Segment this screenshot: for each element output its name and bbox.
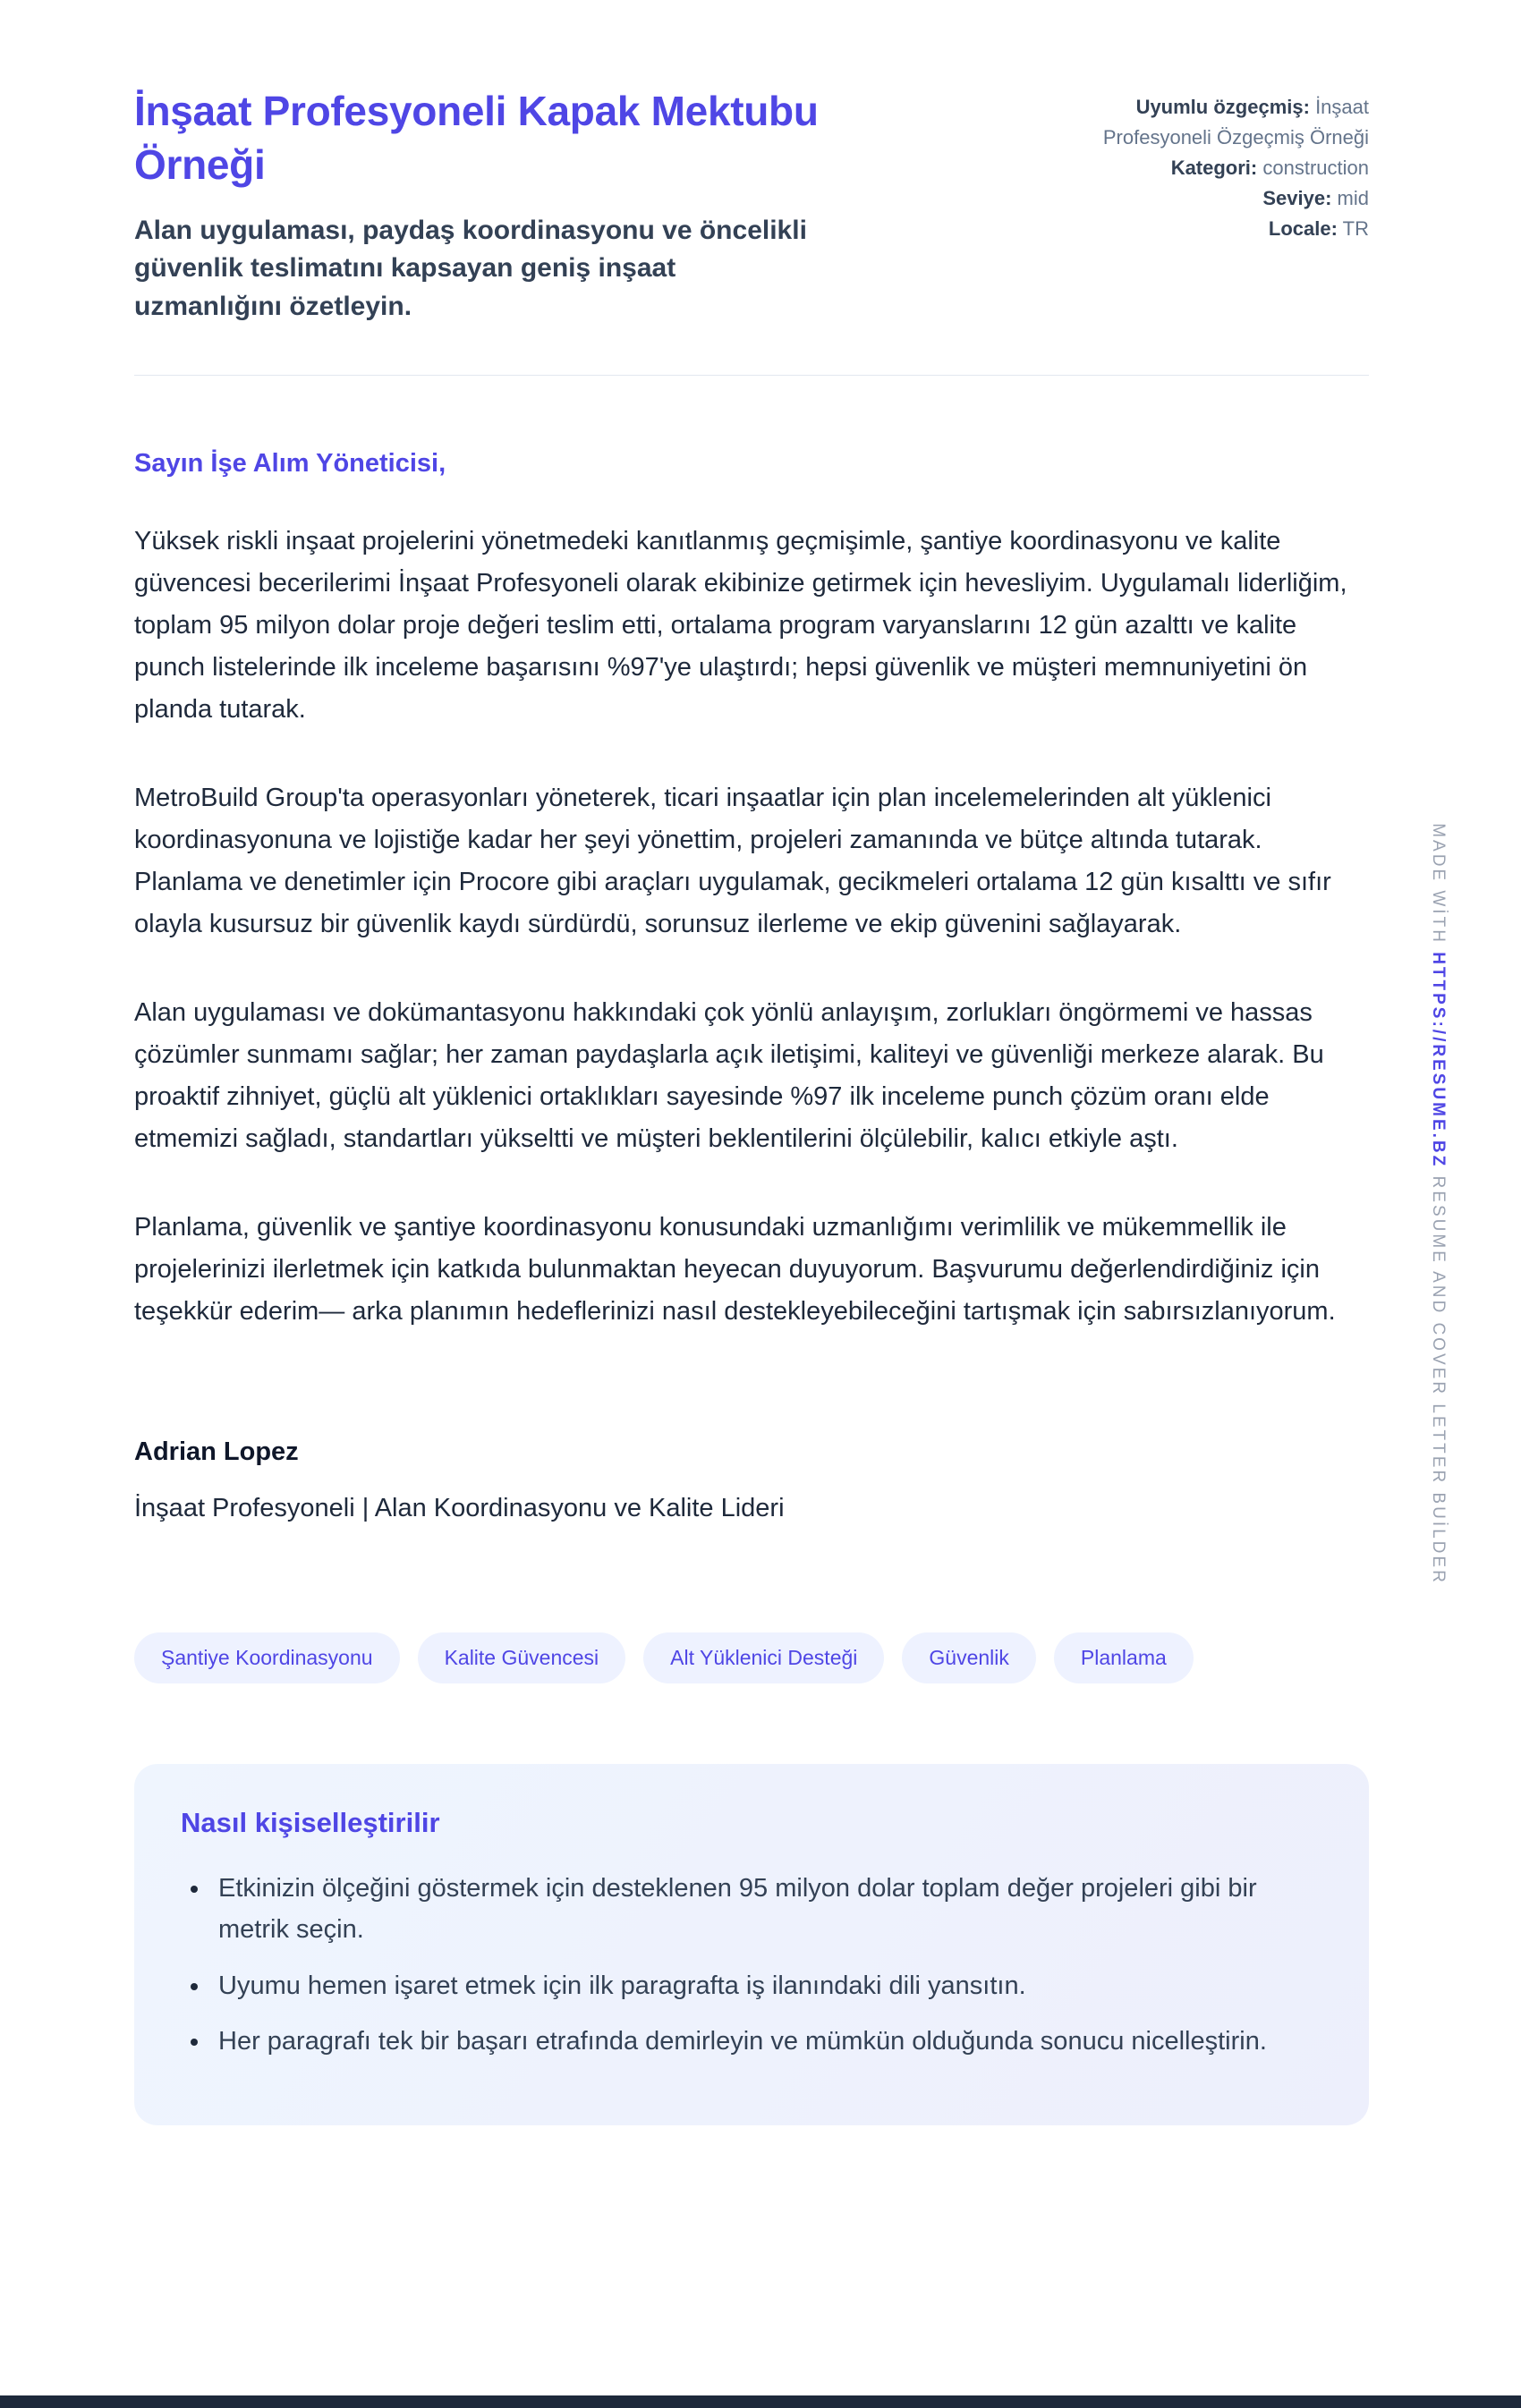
meta-label: Seviye: [1262,187,1332,210]
side-watermark [1428,823,1448,1585]
cover-letter-body [134,443,1369,1529]
meta-value: TR [1342,217,1369,241]
meta-value: construction [1262,157,1369,180]
meta-row-locale [1087,214,1369,244]
letter-greeting: Sayın İşe Alım Yöneticisi, [134,449,446,479]
page-subtitle: Alan uygulaması, paydaş koordinasyonu ve öncelikli güvenlik teslimatını kapsayan geniş inşaat uzmanlığını özetleyin. [134,215,807,321]
meta-row-level [1087,183,1369,214]
page-title: İnşaat Profesyoneli Kapak Mektubu Örneği [134,88,819,188]
letter-paragraph-1: Yüksek riskli inşaat projelerini yönetmedeki kanıtlanmış geçmişimle, şantiye koordinasyonu ve kalite güvencesi becerilerimi İnşaat Profesyoneli olarak ekibinize getirmek için hevesliyim. Uygulamalı liderliğim, toplam 95 milyon dolar proje değeri teslim etti, ortalama program varyanslarını 12 gün azalttı ve kalite punch listelerinde ilk inceleme başarısını %97'ye ulaştırdı; hepsi güvenlik ve müşteri memnuniyetini ön planda tutarak. [134,527,1347,725]
tips-heading: Nasıl kişiselleştirilir [181,1806,440,1838]
letter-paragraph-4: Planlama, güvenlik ve şantiye koordinasyonu konusundaki uzmanlığımı verimlilik ve mükemmellik ile projelerinizi ilerletmek için katkıda bulunmaktan heyecan duyuyorum. Başvurumu değerlendirdiğiniz için teşekkür ederim— arka planımın hedeflerinizi nasıl destekleyebileceğini tartışmak için sabırsızlanıyorum. [134,1212,1336,1326]
tag-pill-subcontractor-support: Alt Yüklenici Desteği [643,1632,884,1683]
tag-pill-safety: Güvenlik [902,1632,1035,1683]
footer-bar [0,2395,1521,2408]
meta-label: Uyumlu özgeçmiş: [1135,96,1310,118]
tip-item-3: • Her paragrafı tek bir başarı etrafında demirleyin ve mümkün olduğunda sonucu nicelleştirin. [211,2021,1312,2062]
header-text [134,85,939,326]
customization-tips-card [134,1764,1369,2126]
signature-role: İnşaat Profesyoneli | Alan Koordinasyonu ve Kalite Lideri [134,1493,785,1522]
watermark-site-url: HTTPS://RESUME.BZ [1429,952,1448,1169]
letter-paragraph-3: Alan uygulaması ve dokümantasyonu hakkındaki çok yönlü anlayışım, zorlukları öngörmemi ve hassas çözümler sunmamı sağlar; her zaman paydaşlarla açık iletişimi, kaliteyi ve güvenliği merkeze alarak. Bu proaktif zihniyet, güçlü alt yüklenici ortaklıkları sayesinde %97 ilk inceleme punch çözüm oranı elde etmemizi sağladı, standartları yükseltti ve müşteri beklentilerini ölçülebilir, kalıcı etkiyle aştı. [134,998,1324,1153]
letter-paragraph-2: MetroBuild Group'ta operasyonları yöneterek, ticari inşaatlar için plan incelemelerinden alt yüklenici koordinasyonuna ve lojistiğe kadar her şeyi yönettim, projeleri zamanında ve bütçe altında tutarak. Planlama ve denetimler için Procore gibi araçları uygulamak, gecikmeleri ortalama 12 gün kısalttı ve sıfır olayla kusursuz bir güvenlik kaydı sürdürdü, sorunsuz ilerleme ve ekip güvenini sağlayarak. [134,784,1331,939]
divider [134,375,1369,376]
meta-label: Locale: [1268,217,1338,241]
signature-name: Adrian Lopez [134,1437,299,1466]
tip-item-2: • Uyumu hemen işaret etmek için ilk paragrafta iş ilanındaki dili yansıtın. [211,1965,1312,2006]
meta-label: Kategori: [1170,157,1258,180]
tag-pill-site-coordination: Şantiye Koordinasyonu [134,1632,400,1683]
tag-list [134,1632,1369,1683]
tag-pill-quality-assurance: Kalite Güvencesi [418,1632,626,1683]
page-header [134,85,1369,326]
watermark-tagline: RESUME AND COVER LETTER BUİLDER [1429,1175,1448,1585]
meta-row-category [1087,153,1369,183]
meta-panel [1087,85,1369,244]
meta-row-matching-resume [1087,92,1369,153]
tag-pill-planning: Planlama [1054,1632,1194,1683]
meta-value: mid [1337,187,1369,210]
watermark-made-with: MADE WİTH [1429,823,1448,945]
tips-list [181,1868,1322,2063]
meta-value: İnşaat Profesyoneli Özgeçmiş Örneği [1102,96,1369,149]
tip-item-1: • Etkinizin ölçeğini göstermek için desteklenen 95 milyon dolar toplam değer projeleri gibi bir metrik seçin. [211,1868,1312,1951]
